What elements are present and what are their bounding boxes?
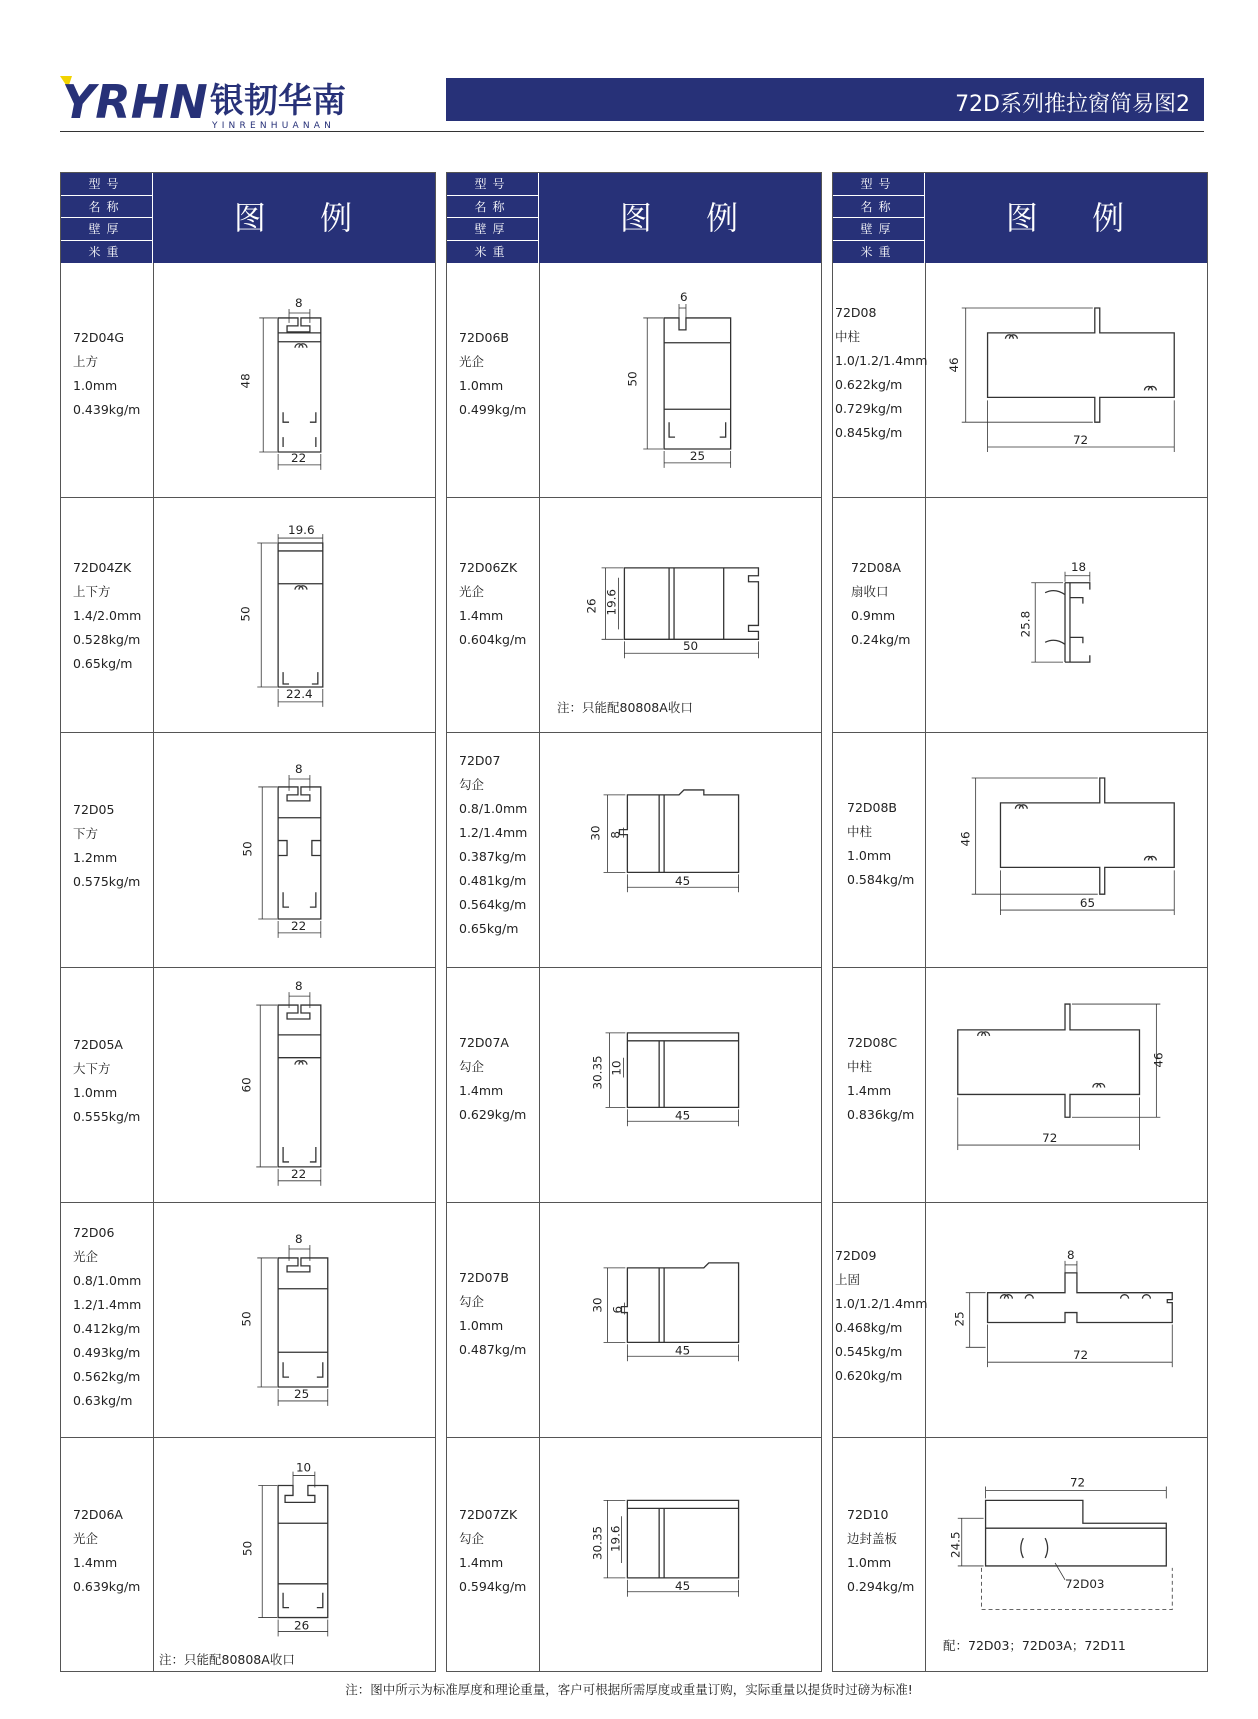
logo-brand-pinyin: YINRENHUANAN: [212, 121, 336, 131]
profile-specs: [459, 556, 541, 652]
spec-thickness: 1.0mm: [73, 378, 118, 393]
header-title: 图 例: [233, 199, 355, 237]
profile-drawing: [540, 733, 821, 967]
dim-height: 24.5: [948, 1531, 963, 1558]
profile-drawing: [926, 1203, 1207, 1437]
profile-row-72D07ZK: [447, 1438, 821, 1673]
profile-specs: [73, 1503, 155, 1599]
dim-width: 72: [1042, 1131, 1058, 1146]
profile-specs: [847, 1503, 929, 1599]
dim-height: 46: [1151, 1052, 1166, 1068]
spec-weight-2: 0.481kg/m: [459, 873, 527, 888]
profile-drawing: [154, 968, 435, 1202]
label-wall-thickness: 壁厚: [833, 218, 924, 241]
profile-specs: [835, 1244, 927, 1388]
dim-width: 45: [675, 1578, 691, 1593]
spec-name: 中柱: [847, 1059, 873, 1074]
dim-top: 8: [294, 296, 303, 311]
dim-height: 50: [238, 606, 253, 622]
dim-top: 8: [294, 762, 303, 777]
spec-weight-3: 0.562kg/m: [73, 1369, 141, 1384]
spec-thickness: 1.4mm: [459, 1555, 504, 1570]
profile-specs: [835, 301, 927, 445]
spec-thickness: 1.4/2.0mm: [73, 608, 142, 623]
dim-height: 30: [590, 1297, 605, 1313]
profile-column-1: [60, 172, 436, 1672]
spec-name: 勾企: [459, 1059, 485, 1074]
label-model: 型号: [833, 173, 924, 196]
spec-weight: 0.639kg/m: [73, 1579, 141, 1594]
profile-drawing: [154, 733, 435, 967]
spec-thickness: 0.8/1.0mm: [73, 1273, 142, 1288]
label-name: 名称: [447, 196, 538, 219]
page-title: 72D系列推拉窗简易图2: [446, 78, 1204, 121]
spec-weight-2: 0.729kg/m: [835, 401, 903, 416]
dim-width: 50: [682, 639, 699, 654]
spec-weight-alt: 0.65kg/m: [73, 656, 133, 671]
spec-weight: 0.439kg/m: [73, 402, 141, 417]
spec-thickness: 0.9mm: [851, 608, 896, 623]
spec-thickness: 1.0mm: [847, 1555, 892, 1570]
header-title: 图 例: [619, 199, 741, 237]
dim-width: 72: [1069, 1475, 1086, 1490]
spec-thickness-alt: 1.2/1.4mm: [459, 825, 528, 840]
profile-drawing: [926, 968, 1207, 1202]
profile-row-72D06: [61, 1203, 435, 1438]
profile-row-72D06B: [447, 263, 821, 498]
profile-specs: [459, 1266, 541, 1362]
dim-width: 72: [1072, 1348, 1089, 1363]
spec-model: 72D06B: [459, 330, 510, 345]
dim-width: 25: [689, 448, 706, 463]
dim-height: 46: [958, 831, 973, 847]
spec-name: 光企: [459, 584, 485, 599]
spec-model: 72D05A: [73, 1037, 123, 1052]
dim-width: 25: [294, 1386, 310, 1401]
profile-row-72D07B: [447, 1203, 821, 1438]
spec-name: 大下方: [73, 1061, 111, 1076]
dim-top: 8: [1066, 1247, 1075, 1262]
profile-note: 注：只能配80808A收口: [557, 700, 693, 715]
dim-callout: 72D03: [1065, 1576, 1105, 1591]
spec-model: 72D07: [459, 753, 501, 768]
profile-row-72D04G: [61, 263, 435, 498]
dim-top: 6: [680, 290, 688, 305]
footer-note: 注：图中所示为标准厚度和理论重量，客户可根据所需厚度或重量订购，实际重量以提货时过磅为标准!: [345, 1682, 913, 1697]
profile-row-72D06ZK: [447, 498, 821, 733]
column-header: [61, 173, 435, 263]
profile-drawing: [926, 498, 1207, 732]
profile-drawing: [540, 1438, 821, 1673]
spec-weight: 0.24kg/m: [851, 632, 911, 647]
profile-row-72D08: [833, 263, 1207, 498]
profile-drawing: [540, 968, 821, 1202]
spec-weight-4: 0.63kg/m: [73, 1393, 133, 1408]
profile-row-72D08A: [833, 498, 1207, 733]
dim-height: 48: [238, 373, 253, 389]
brand-logo: [60, 74, 430, 132]
spec-name: 勾企: [459, 1531, 485, 1546]
dim-height: 50: [625, 371, 640, 387]
dim-height: 50: [240, 841, 255, 857]
label-wall-thickness: 壁厚: [447, 218, 538, 241]
spec-weight-3: 0.620kg/m: [835, 1368, 903, 1383]
spec-weight: 0.294kg/m: [847, 1579, 915, 1594]
spec-weight: 0.575kg/m: [73, 874, 141, 889]
spec-weight: 0.412kg/m: [73, 1321, 141, 1336]
dim-height: 25: [952, 1311, 967, 1327]
profile-drawing: [154, 498, 435, 732]
spec-name: 勾企: [459, 1294, 485, 1309]
spec-name: 光企: [73, 1249, 99, 1264]
dim-height: 50: [239, 1311, 254, 1327]
spec-model: 72D10: [847, 1507, 889, 1522]
spec-name: 扇收口: [851, 584, 889, 599]
dim-top: 8: [294, 1232, 303, 1247]
dim-inner: 8: [608, 831, 623, 839]
profile-drawing: [154, 1438, 435, 1673]
profile-drawing: [154, 263, 435, 497]
profile-row-72D07A: [447, 968, 821, 1203]
spec-name: 勾企: [459, 777, 485, 792]
dim-height: 25.8: [1018, 610, 1033, 638]
label-weight-per-meter: 米重: [860, 244, 897, 259]
dim-width: 22: [291, 1166, 307, 1181]
dim-inner: 6: [610, 1305, 625, 1314]
spec-thickness: 1.0/1.2/1.4mm: [835, 353, 928, 368]
logo-brand-cn: 银韧华南: [210, 81, 346, 121]
dim-height: 46: [946, 357, 961, 373]
spec-weight: 0.468kg/m: [835, 1320, 903, 1335]
spec-model: 72D07A: [459, 1035, 509, 1050]
spec-model: 72D04G: [73, 330, 125, 345]
profile-row-72D05A: [61, 968, 435, 1203]
dim-height: 30: [588, 825, 603, 841]
spec-model: 72D06: [73, 1225, 115, 1240]
profile-column-2: [446, 172, 822, 1672]
dim-width: 22.4: [286, 686, 313, 701]
dim-width: 22: [291, 918, 307, 933]
profile-row-72D07: [447, 733, 821, 968]
dim-height: 60: [239, 1077, 254, 1093]
spec-model: 72D05: [73, 802, 115, 817]
profile-specs: [459, 326, 541, 422]
profile-drawing: [540, 498, 821, 732]
profile-drawing: [154, 1203, 435, 1437]
spec-weight: 0.594kg/m: [459, 1579, 527, 1594]
header-title: 图 例: [1005, 199, 1127, 237]
profile-specs: [847, 796, 929, 892]
logo-mark: YRHN: [62, 75, 208, 129]
dim-height: 50: [240, 1540, 255, 1556]
profile-specs: [73, 798, 155, 894]
header-labels: [61, 173, 153, 263]
spec-weight: 0.555kg/m: [73, 1109, 141, 1124]
profile-specs: [847, 1031, 929, 1127]
profile-drawing: [926, 733, 1207, 967]
spec-name: 下方: [73, 826, 99, 841]
column-header: [833, 173, 1207, 263]
spec-model: 72D04ZK: [73, 560, 132, 575]
spec-model: 72D06ZK: [459, 560, 518, 575]
profile-row-72D09: [833, 1203, 1207, 1438]
header-labels: [447, 173, 539, 263]
label-name: 名称: [833, 196, 924, 219]
dim-width: 72: [1072, 433, 1089, 448]
spec-weight: 0.387kg/m: [459, 849, 527, 864]
dim-height: 30.35: [590, 1525, 605, 1560]
spec-name: 上下方: [73, 584, 111, 599]
profile-row-72D06A: [61, 1438, 435, 1673]
spec-name: 上方: [73, 354, 99, 369]
spec-thickness: 1.0mm: [73, 1085, 118, 1100]
spec-weight: 0.622kg/m: [835, 377, 903, 392]
column-header: [447, 173, 821, 263]
dim-width: 45: [675, 874, 691, 889]
dim-height: 30.35: [590, 1055, 605, 1090]
spec-thickness: 1.0mm: [847, 848, 892, 863]
profile-specs: [459, 1031, 541, 1127]
spec-name: 光企: [73, 1531, 99, 1546]
spec-name: 上固: [835, 1272, 861, 1287]
profile-note: 配：72D03；72D03A；72D11: [943, 1638, 1126, 1653]
profile-specs: [851, 556, 933, 652]
spec-weight-3: 0.845kg/m: [835, 425, 903, 440]
label-weight-per-meter: 米重: [88, 244, 125, 259]
label-model: 型号: [447, 173, 538, 196]
dim-top: 19.6: [288, 523, 315, 538]
spec-model: 72D07B: [459, 1270, 510, 1285]
spec-model: 72D08C: [847, 1035, 898, 1050]
dim-width: 22: [291, 450, 307, 465]
spec-weight: 0.584kg/m: [847, 872, 915, 887]
spec-weight: 0.499kg/m: [459, 402, 527, 417]
dim-top: 10: [295, 1460, 312, 1475]
spec-thickness: 1.4mm: [73, 1555, 118, 1570]
profile-specs: [459, 1503, 541, 1599]
profile-row-72D08C: [833, 968, 1207, 1203]
dim-width: 45: [675, 1108, 691, 1123]
spec-weight-2: 0.493kg/m: [73, 1345, 141, 1360]
profile-drawing: [926, 263, 1207, 497]
label-wall-thickness: 壁厚: [61, 218, 152, 241]
spec-weight: 0.836kg/m: [847, 1107, 915, 1122]
dim-width: 18: [1070, 559, 1087, 574]
profile-specs: [73, 556, 155, 676]
dim-inner: 19.6: [604, 588, 619, 616]
spec-thickness: 1.4mm: [847, 1083, 892, 1098]
spec-weight: 0.487kg/m: [459, 1342, 527, 1357]
profile-specs: [73, 1221, 155, 1413]
spec-thickness: 1.4mm: [459, 1083, 504, 1098]
spec-thickness: 0.8/1.0mm: [459, 801, 528, 816]
spec-name: 中柱: [835, 329, 861, 344]
profile-drawing: [540, 263, 821, 497]
spec-weight-3: 0.564kg/m: [459, 897, 527, 912]
dim-height: 26: [584, 598, 599, 614]
spec-name: 中柱: [847, 824, 873, 839]
profile-specs: [73, 326, 155, 422]
spec-model: 72D09: [835, 1248, 877, 1263]
profile-row-72D08B: [833, 733, 1207, 968]
label-name: 名称: [61, 196, 152, 219]
profile-row-72D10: [833, 1438, 1207, 1673]
spec-model: 72D06A: [73, 1507, 123, 1522]
dim-width: 65: [1079, 896, 1096, 911]
dim-width: 26: [294, 1618, 310, 1633]
spec-model: 72D08A: [851, 560, 901, 575]
profile-specs: [73, 1033, 155, 1129]
spec-thickness: 1.4mm: [459, 608, 504, 623]
dim-top: 8: [294, 979, 303, 994]
header-rule: [60, 131, 1204, 132]
spec-thickness: 1.2mm: [73, 850, 118, 865]
spec-model: 72D08: [835, 305, 877, 320]
spec-thickness: 1.0/1.2/1.4mm: [835, 1296, 928, 1311]
label-model: 型号: [61, 173, 152, 196]
label-weight-per-meter: 米重: [474, 244, 511, 259]
spec-weight: 0.604kg/m: [459, 632, 527, 647]
profile-drawing: [540, 1203, 821, 1437]
profile-note: 注：只能配80808A收口: [159, 1652, 295, 1667]
dim-width: 45: [675, 1343, 691, 1358]
profile-column-3: [832, 172, 1208, 1672]
profile-specs: [459, 749, 541, 941]
profile-row-72D05: [61, 733, 435, 968]
header-labels: [833, 173, 925, 263]
dim-inner: 19.6: [608, 1525, 623, 1553]
spec-weight-4: 0.65kg/m: [459, 921, 519, 936]
spec-name: 边封盖板: [847, 1531, 898, 1546]
profile-row-72D04ZK: [61, 498, 435, 733]
spec-thickness: 1.0mm: [459, 1318, 504, 1333]
dim-inner: 10: [609, 1060, 624, 1076]
spec-weight: 0.528kg/m: [73, 632, 141, 647]
spec-weight-2: 0.545kg/m: [835, 1344, 903, 1359]
spec-thickness: 1.0mm: [459, 378, 504, 393]
spec-thickness-alt: 1.2/1.4mm: [73, 1297, 142, 1312]
spec-weight: 0.629kg/m: [459, 1107, 527, 1122]
spec-model: 72D08B: [847, 800, 898, 815]
spec-model: 72D07ZK: [459, 1507, 518, 1522]
spec-name: 光企: [459, 354, 485, 369]
